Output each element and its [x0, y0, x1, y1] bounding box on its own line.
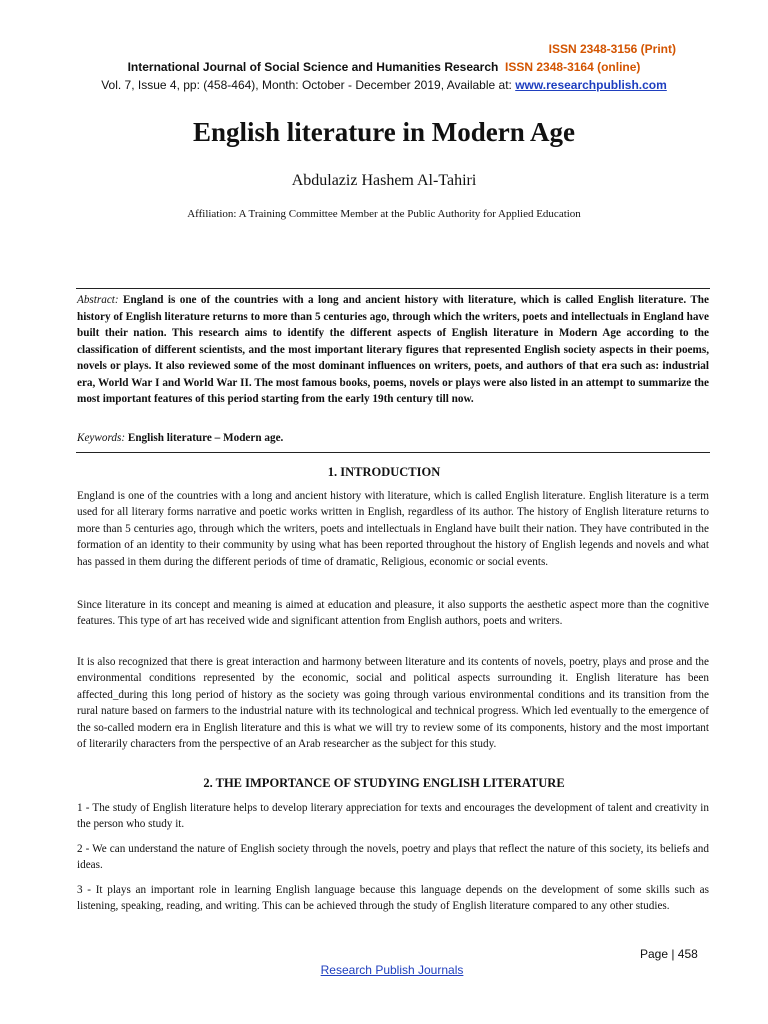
issn-print: ISSN 2348-3156 (Print) [548, 42, 676, 56]
importance-point-2: 2 - We can understand the nature of English society through the novels, poetry and plays that reflect the nature of this society, its beliefs and ideas. [77, 843, 709, 872]
intro-paragraph-1: England is one of the countries with a long and ancient history with literature, which is called English literature. English literature is a term used for all literary forms narrative and poetic works written in English, regardless of its author. The history of English literature returns to more than 5 centuries ago, through which the writers, poets and intellectuals in England have built their nation. They have contributed in the formation of an identity to their community by using what has been reported throughout the history of English legends and novels and what has passed in them during the different periods of time of dramatic, Religious, economic or social events. [77, 490, 709, 568]
issn-online: ISSN 2348-3164 (online) [505, 60, 641, 74]
page-number: Page | 458 [640, 947, 698, 961]
section-heading-introduction: 1. INTRODUCTION [327, 465, 441, 479]
section-heading-importance: 2. THE IMPORTANCE OF STUDYING ENGLISH LITERATURE [203, 776, 565, 790]
footer-journal-link[interactable]: Research Publish Journals [320, 963, 464, 977]
paper-title: English literature in Modern Age [193, 117, 575, 147]
intro-paragraph-3: It is also recognized that there is great interaction and harmony between literature and its contents of novels, poetry, plays and prose and the environmental conditions represented by the economic, social and political aspects surrounding it. English literature has been affected_during this long period of history as the society was going through various environmental conditions and its transition from the rural nature based on farmers to the industrial nature with its technological and technical progress. Which led eventually to the emergence of the so-called modern era in English literature and this is what we will try to review some of its components, history and the most important of literarily characters from the perspective of an Arab researcher as the subject for this study. [77, 656, 709, 751]
volume-info: Vol. 7, Issue 4, pp: (458-464), Month: October - December 2019, Available at: [101, 78, 516, 92]
abstract-label: Abstract: [77, 294, 119, 306]
paper-affiliation: Affiliation: A Training Committee Member at the Public Authority for Applied Education [187, 208, 581, 220]
intro-paragraph-2: Since literature in its concept and meaning is aimed at education and pleasure, it also supports the aesthetic aspect more than the cognitive features. This type of art has received wide and significant attention from English authors, poets and writers. [77, 599, 709, 628]
paper-author: Abdulaziz Hashem Al-Tahiri [291, 172, 477, 189]
journal-header [0, 60, 768, 74]
importance-point-1: 1 - The study of English literature helps to develop literary appreciation for texts and encourages the development of talent and creativity in the person who study it. [77, 802, 709, 831]
keywords-label: Keywords: [77, 432, 126, 444]
abstract-bottom-rule [76, 452, 710, 453]
abstract-text: England is one of the countries with a long and ancient history with literature, which is called English literature. The history of English literature returns to more than 5 centuries ago, through which the writers, poets and intellectuals in England have built their nation. This research aims to identify the different aspects of English literature in Modern Age according to the classification of different scientists, and the most important literary figures that represented English society aspects in their poems, novels or plays. It also reviewed some of the most dominant influences on writers, poets, and authors of that era such as: industrial era, World War I and World War II. The most famous books, poems, novels or plays were also listed in an attempt to summarize the most important features of this period starting from the early 19th century till now. [77, 294, 709, 405]
abstract-top-rule [76, 288, 710, 289]
keywords-text: English literature – Modern age. [125, 432, 284, 444]
keywords [77, 432, 709, 444]
volume-line [0, 78, 768, 92]
importance-point-3: 3 - It plays an important role in learning English language because this language depends on the development of some skills such as listening, speaking, reading, and writing. This can be achieved through the study of English literature compared to any other studies. [77, 884, 709, 913]
journal-url-link[interactable]: www.researchpublish.com [515, 78, 667, 92]
journal-name: International Journal of Social Science and Humanities Research [127, 60, 499, 74]
abstract [77, 292, 709, 408]
